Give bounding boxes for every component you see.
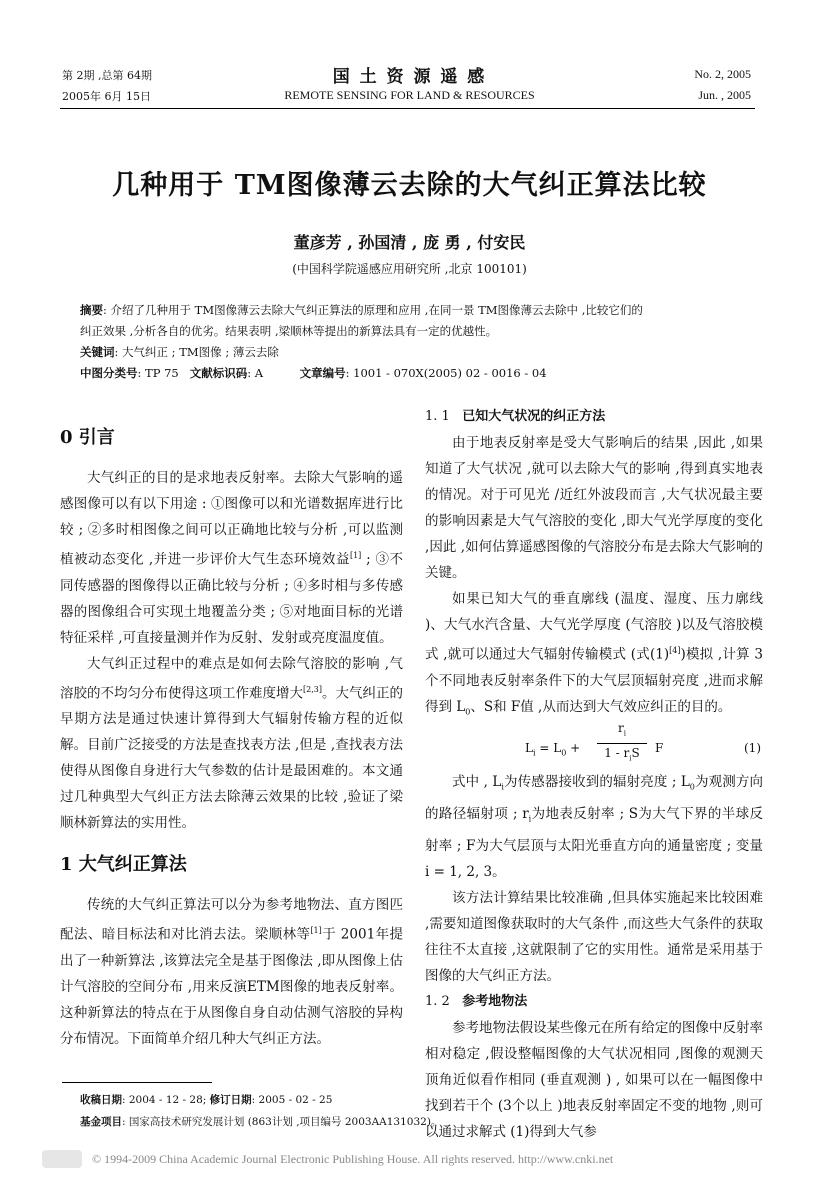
issue-no: No. 2, 2005 <box>694 67 751 81</box>
equation-1: $L_i = L_0$ + $r_i$ $1 - r_iS$ F (1) <box>525 721 761 762</box>
affiliation: (中国科学院遥感应用研究所 ,北京 100101) <box>292 262 527 276</box>
journal-title-cn: 国 土 资 源 遥 感 <box>332 67 487 87</box>
cnki-logo-icon <box>42 1150 82 1168</box>
footnote-dates: 收稿日期: 2004 - 12 - 28; 修订日期: 2005 - 02 - 25 <box>80 1094 333 1106</box>
page-title: 几种用于 TM图像薄云去除的大气纠正算法比较 <box>112 170 707 201</box>
s11-paragraph-4: 该方法计算结果比较准确 ,但具体实施起来比较困难 ,需要知道图像获取时的大气条件 ,而这些大气条件的获取往往不太直接 ,这就限制了它的实用性。通常是采用基于图像的大气纠正方法。 <box>425 889 764 984</box>
s11-paragraph-2: 如果已知大气的垂直廓线 (温度、湿度、压力廓线 )、大气水汽含量、大气光学厚度 (气溶胶 )以及气溶胶模式 ,就可以通过大气辐射传输模式 (式(1)[4])模拟 ,计算 3个不同地表反射率条件下的大气层顶辐射亮度 ,进而求解得到 $L_0$、S和 F值 ,从而达到大气效应纠正的目的。 <box>425 591 764 717</box>
s11-paragraph-3: 式中 , $L_i$为传感器接收到的辐射亮度 ; $L_0$为观测方向的路径辐射项 ; $r_i$为地表反射率 ; S为大气下界的半球反射率 ; F为大气层顶与太阳光垂直方向的通量密度 ; 变量 i = 1, 2, 3。 <box>425 774 764 880</box>
footnote-rule <box>62 1082 212 1083</box>
left-column <box>60 425 403 1052</box>
section-1-heading: 1 大气纠正算法 <box>60 854 187 875</box>
copyright: © 1994-2009 China Academic Journal Electronic Publishing House. All rights reserved. http://www.cnki.net <box>92 1152 614 1166</box>
authors: 董彦芳 , 孙国清 , 庞 勇 , 付安民 <box>293 233 526 252</box>
section-1-paragraph: 传统的大气纠正算法可以分为参考地物法、直方图匹配法、暗目标法和对比消去法。梁顺林等[1]于 2001年提出了一种新算法 ,该算法完全是基于图像法 ,即从图像上估计气溶胶的空间分布 ,用来反演ETM图像的地表反射率。这种新算法的特点在于从图像自身自动估测气溶胶的异构分布情况。下面简单介绍几种大气纠正方法。 <box>60 897 404 1047</box>
s11-paragraph-1: 由于地表反射率是受大气影响后的结果 ,因此 ,如果知道了大气状况 ,就可以去除大气的影响 ,得到真实地表的情况。对于可见光 /近红外波段而言 ,大气状况最主要的影响因素是大气气溶胶的变化 ,即大气光学厚度的变化 ,因此 ,如何估算遥感图像的气溶胶分布是去除大气影响的关键。 <box>425 435 764 581</box>
issue-date: 2005年 6月 15日 <box>62 90 151 103</box>
section-1-1-heading: 1. 1 已知大气状况的纠正方法 <box>425 409 606 424</box>
s12-paragraph-1: 参考地物法假设某些像元在所有给定的图像中反射率相对稳定 ,假设整幅图像的大气状况相同 ,图像的观测天顶角近似看作相同 (垂直观测 ) , 如果可以在一幅图像中找到若干个 (3个以上 )地表反射率固定不变的地物 ,则可以通过求解式 (1)得到大气参 <box>425 1019 764 1140</box>
issue-info: 第 2期 ,总第 64期 <box>62 69 152 82</box>
intro-paragraph-1: 大气纠正的目的是求地表反射率。去除大气影响的遥感图像可以有以下用途 : ①图像可以和光谱数据库进行比较 ; ②多时相图像之间可以正确地比较与分析 ,可以监测植被动态变化 ,并进一步评价大气生态环境效益[1] ; ③不同传感器的图像得以正确比较与分析 ; ④多时相与多传感器的图像组合可实现土地覆盖分类 ; ⑤对地面目标的光谱特征采样 ,可直接量测并作为反射、发射或亮度温度值。 <box>60 470 403 646</box>
footnote-funding: 基金项目: 国家高技术研究发展计划 (863计划 ,项目编号 2003AA131032)。 <box>80 1116 442 1128</box>
keywords: 关键词: 大气纠正 ; TM图像 ; 薄云去除 <box>80 345 279 359</box>
abstract: 摘要: 介绍了几种用于 TM图像薄云去除大气纠正算法的原理和应用 ,在同一景 TM图像薄云去除中 ,比较它们的 纠正效果 ,分析各自的优劣。结果表明 ,梁顺林等提出的新算法具有一定的优越性。 关键词: 大气纠正 ; TM图像 ; 薄云去除 中图分类号: TP 75 文献标识码: A 文章编号: 1001 - 070X(2005) 02 - 0016 - 04 <box>80 300 750 384</box>
classification: 中图分类号: TP 75 文献标识码: A 文章编号: 1001 - 070X(2005) 02 - 0016 - 04 <box>80 366 547 380</box>
section-1-2-heading: 1. 2 参考地物法 <box>425 993 528 1009</box>
header-rule <box>60 108 755 109</box>
section-0-heading: 0 引言 <box>60 427 115 448</box>
abstract-label: 摘要 <box>80 303 103 317</box>
issue-month: Jun. , 2005 <box>698 88 751 102</box>
right-column <box>425 404 763 1145</box>
intro-paragraph-2: 大气纠正过程中的难点是如何去除气溶胶的影响 ,气溶胶的不均匀分布使得这项工作难度增大[2,3]。大气纠正的早期方法是通过快速计算得到大气辐射传输方程的近似解。目前广泛接受的方法是查找表方法 ,但是 ,查找表方法使得从图像自身进行大气参数的估计是最困难的。本文通过几种典型大气纠正方法去除薄云效果的比较 ,验证了梁顺林新算法的实用性。 <box>60 655 404 831</box>
journal-title-en: REMOTE SENSING FOR LAND & RESOURCES <box>284 88 535 102</box>
